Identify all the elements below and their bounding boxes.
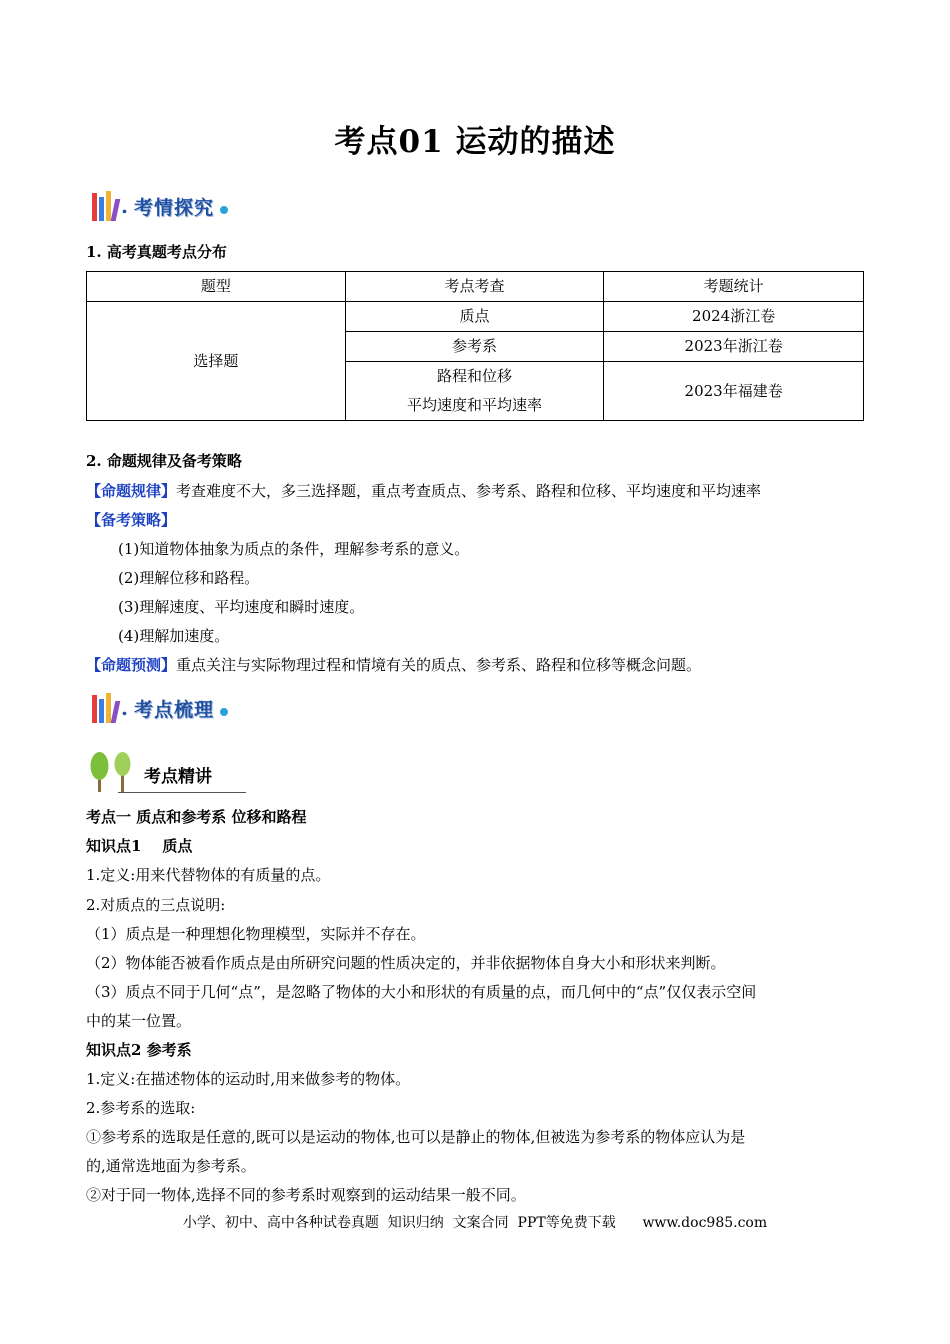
table-row [87, 302, 864, 332]
strategy-item: (4)理解加速度。 [118, 627, 230, 645]
point-cell [345, 362, 604, 421]
k2-line: 1.定义:在描述物体的运动时,用来做参考的物体。 [86, 1070, 411, 1088]
k1-line: 中的某一位置。 [86, 1012, 192, 1030]
table-header: 题型 [87, 272, 346, 302]
k2-line: 的,通常选地面为参考系。 [86, 1157, 256, 1175]
trees-icon [88, 750, 134, 794]
table-header-row [87, 272, 864, 302]
footer: 小学、初中、高中各种试卷真题 知识归纳 文案合同 PPT等免费下载 www.doc985.com [182, 1215, 768, 1231]
stat-cell: 2024浙江卷 [604, 302, 864, 332]
k1-line: （3）质点不同于几何“点”，是忽略了物体的大小和形状的有质量的点，而几何中的“点”仅仅表示空间 [86, 983, 757, 1001]
points-banner: . 考点梳理 [92, 690, 228, 726]
point-line: 路程和位移 [436, 367, 512, 385]
exam-banner-label: 考情探究 [133, 196, 214, 219]
point-line: 平均速度和平均速率 [406, 396, 542, 414]
books-icon [92, 693, 118, 723]
type-cell: 选择题 [87, 302, 346, 421]
k2-line: 2.参考系的选取: [86, 1099, 196, 1117]
predict-line [86, 651, 701, 680]
lecture-label [88, 750, 248, 794]
point-cell: 质点 [345, 302, 604, 332]
topic-heading: 考点一 质点和参考系 位移和路程 [86, 808, 307, 826]
predict-tag: 【命题预测】 [86, 656, 177, 674]
exam-banner: . 考情探究 [92, 188, 228, 224]
k1-line: 2.对质点的三点说明: [86, 896, 226, 914]
rule-tag: 【命题规律】 [86, 482, 177, 500]
section2-heading: 2. 命题规律及备考策略 [86, 452, 242, 470]
dot-icon [220, 708, 228, 716]
table-header: 考点考查 [345, 272, 604, 302]
strategy-tag: 【备考策略】 [86, 511, 177, 529]
distribution-table [86, 271, 864, 421]
section1-heading: 1. 高考真题考点分布 [86, 243, 227, 261]
strategy-line [86, 506, 176, 535]
strategy-item: (2)理解位移和路程。 [118, 569, 260, 587]
k1-heading: 知识点1 质点 [86, 837, 193, 855]
stat-cell: 2023年福建卷 [604, 362, 864, 421]
books-icon [92, 191, 118, 221]
dot-icon [220, 206, 228, 214]
k2-line: ①参考系的选取是任意的,既可以是运动的物体,也可以是静止的物体,但被选为参考系的物体应认为是 [86, 1128, 746, 1146]
lecture-label-text: 考点精讲 [144, 767, 212, 787]
point-cell: 参考系 [345, 332, 604, 362]
points-banner-label: 考点梳理 [133, 698, 214, 721]
table-header: 考题统计 [604, 272, 864, 302]
strategy-item: (1)知道物体抽象为质点的条件，理解参考系的意义。 [118, 540, 470, 558]
strategy-item: (3)理解速度、平均速度和瞬时速度。 [118, 598, 365, 616]
rule-text: 考查难度不大，多三选择题，重点考查质点、参考系、路程和位移、平均速度和平均速率 [176, 482, 762, 500]
k2-heading: 知识点2 参考系 [86, 1041, 192, 1059]
stat-cell: 2023年浙江卷 [604, 332, 864, 362]
k1-line: （1）质点是一种理想化物理模型，实际并不存在。 [86, 925, 426, 943]
predict-text: 重点关注与实际物理过程和情境有关的质点、参考系、路程和位移等概念问题。 [176, 656, 702, 674]
k2-line: ②对于同一物体,选择不同的参考系时观察到的运动结果一般不同。 [86, 1186, 526, 1204]
k1-line: （2）物体能否被看作质点是由所研究问题的性质决定的，并非依据物体自身大小和形状来判断。 [86, 954, 726, 972]
rule-line [86, 477, 761, 506]
k1-line: 1.定义:用来代替物体的有质量的点。 [86, 866, 331, 884]
page-title: 考点01 运动的描述 [334, 124, 616, 160]
